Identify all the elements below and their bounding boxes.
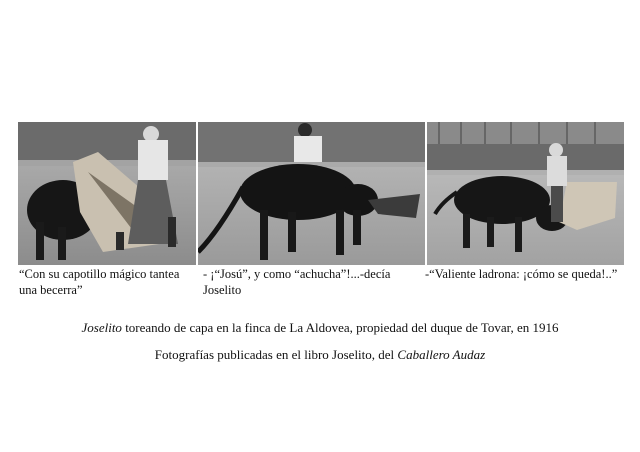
description-line: [0, 320, 640, 336]
photo-2-caption: - ¡“Josú”, y como “achucha”!...-decía Joselito: [203, 267, 391, 297]
photo-1-capotillo: [18, 122, 196, 265]
photo-2-image: [198, 122, 425, 265]
credit-author: Caballero Audaz: [397, 347, 486, 362]
photo-3-caption: -“Valiente ladrona: ¡cómo se queda!..”: [425, 267, 618, 281]
credit-prefix: Fotografías publicadas en el libro Joselito, del: [154, 347, 398, 362]
credit-line: [0, 347, 640, 363]
photo-3-ladrona: [427, 122, 624, 265]
photo-3-image: [427, 122, 624, 265]
description-rest: toreando de capa en la finca de La Aldovea, propiedad del duque de Tovar, en 1916: [121, 320, 559, 335]
photo-1-image: [18, 122, 196, 265]
photo-2-achucha: [198, 122, 425, 265]
description-name: Joselito: [81, 320, 122, 335]
photo-1-caption: “Con su capotillo mágico tantea una becerra”: [19, 267, 180, 297]
